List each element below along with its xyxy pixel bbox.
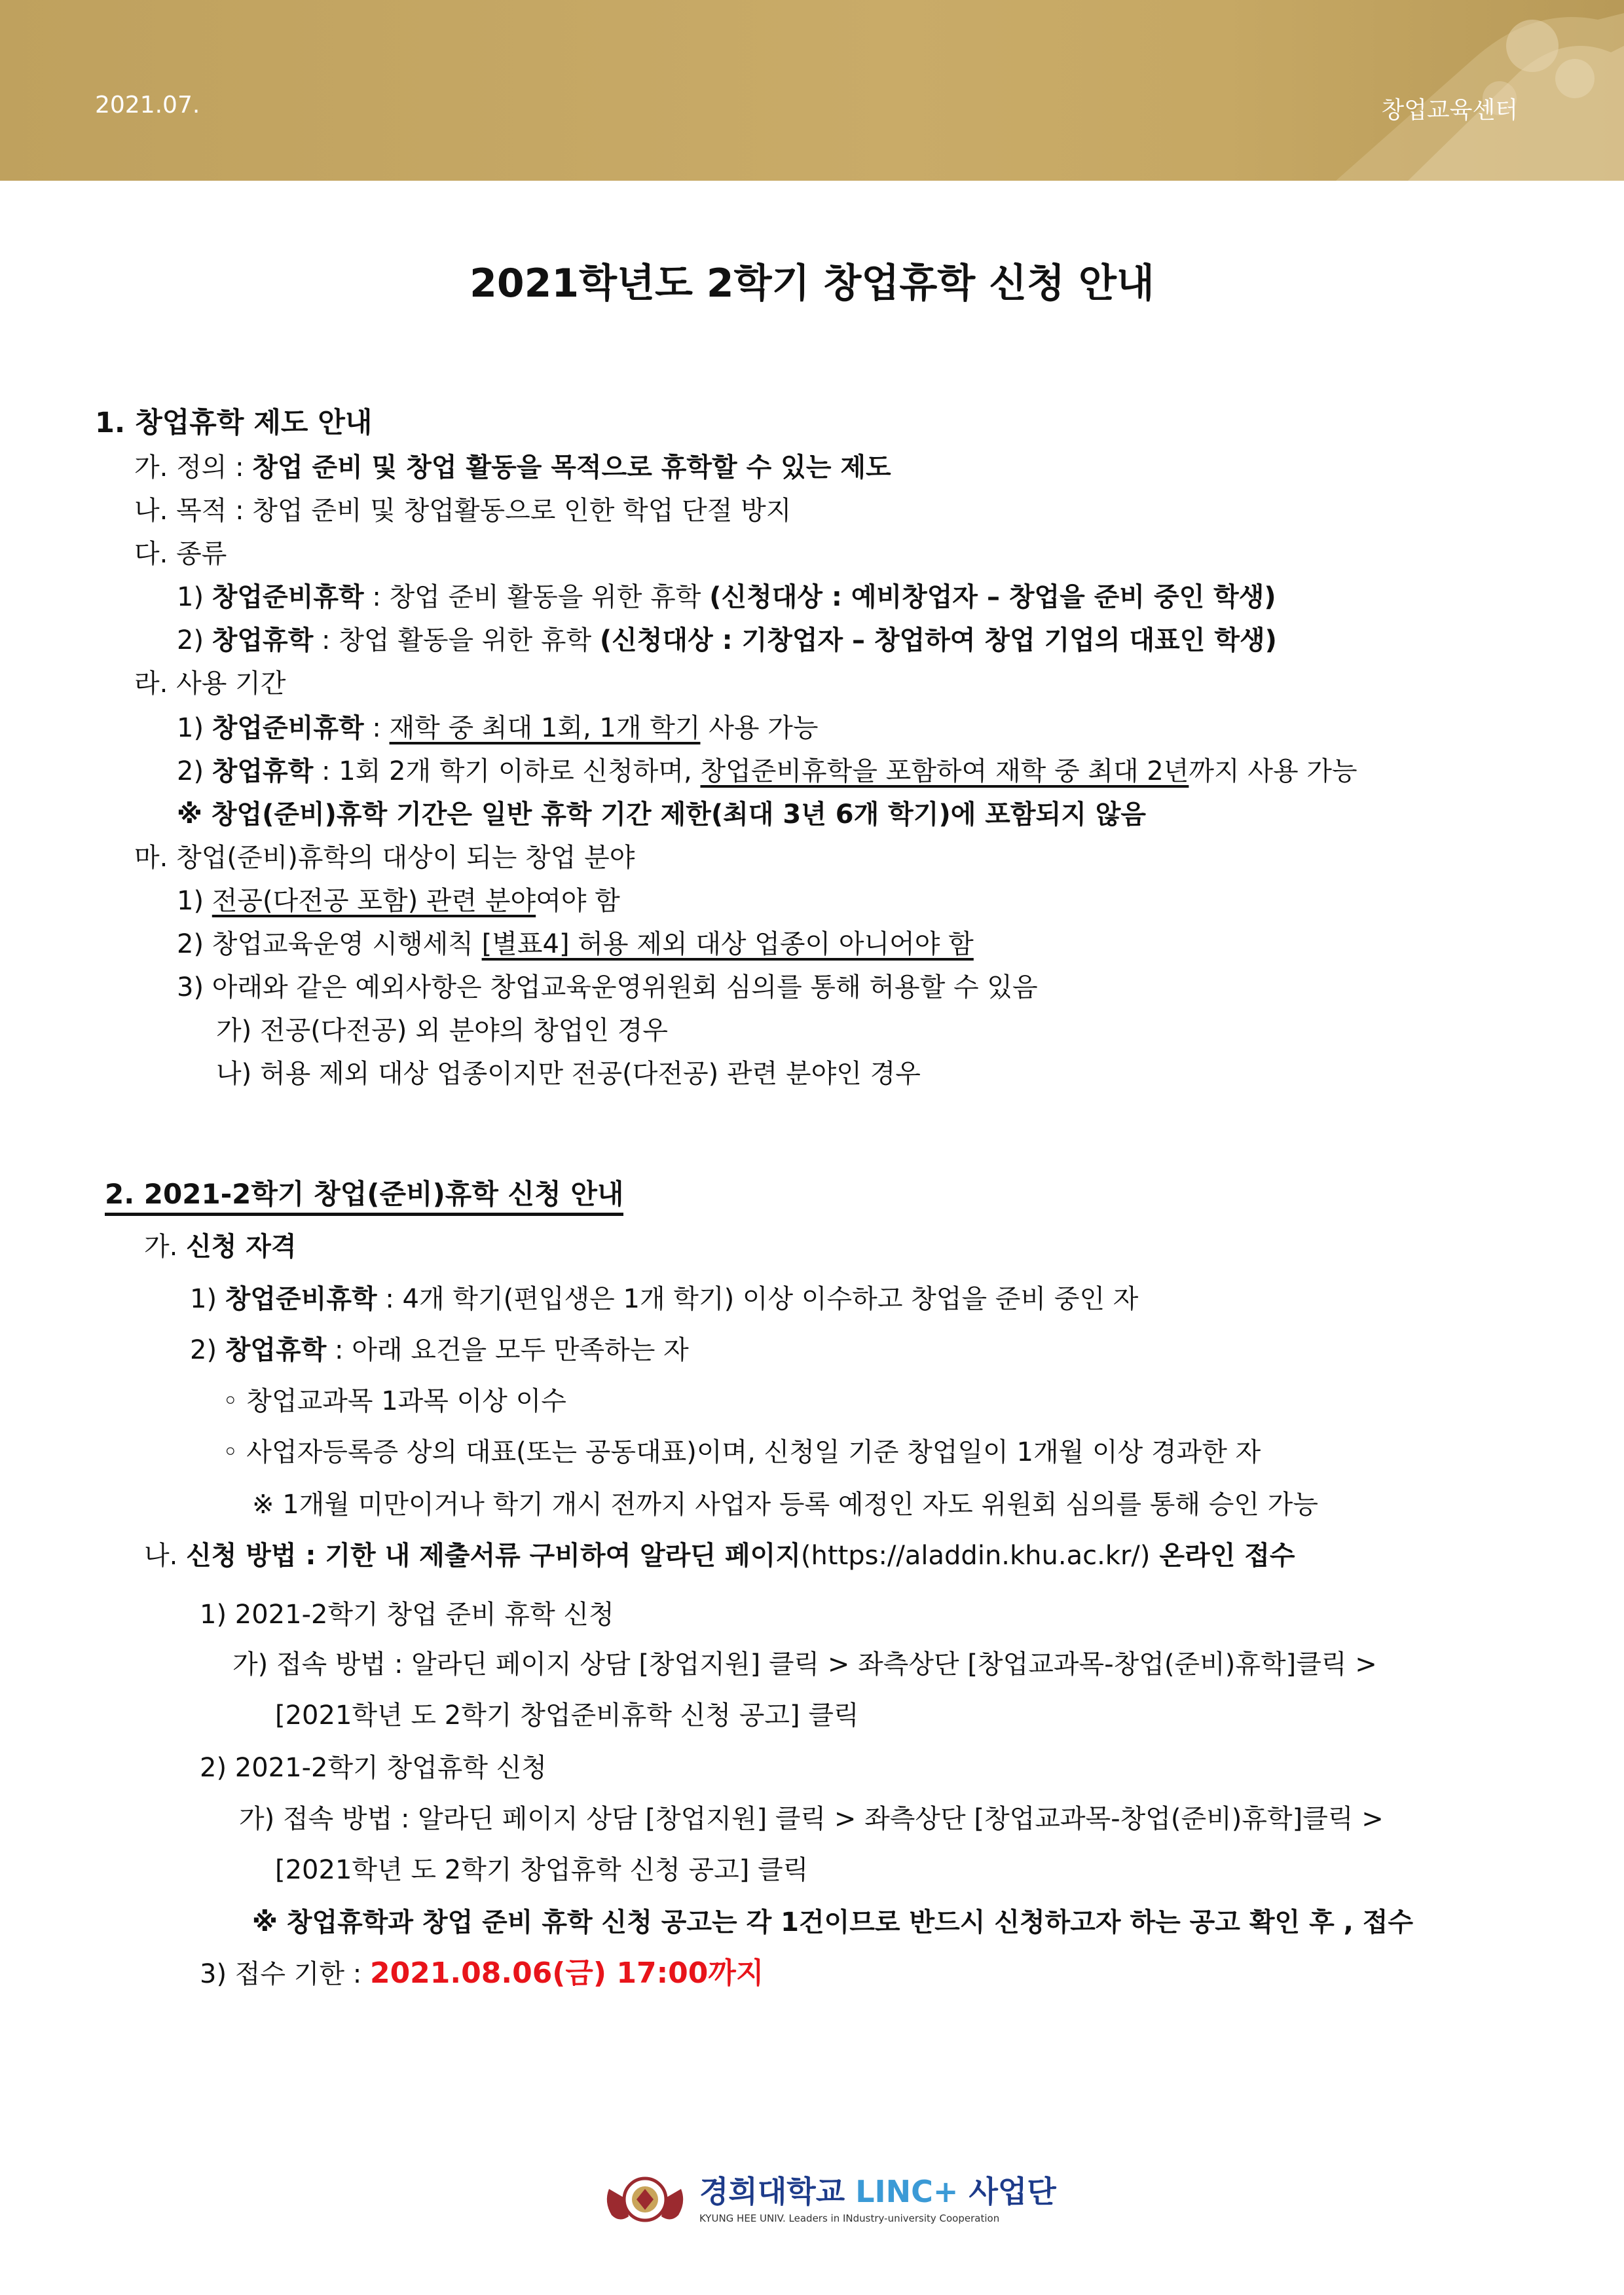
item-target: (신청대상 : 기창업자 – 창업하여 창업 기업의 대표인 학생) bbox=[599, 625, 1277, 655]
s1-types-heading: 다. 종류 bbox=[134, 539, 227, 569]
s1-period-2 bbox=[177, 756, 1357, 787]
s2-eligibility-1 bbox=[190, 1283, 1138, 1315]
item-underlined: [별표4] 허용 제외 대상 업종이 아니어야 함 bbox=[481, 929, 974, 959]
s2-eligibility-heading bbox=[144, 1231, 297, 1262]
header-date: 2021.07. bbox=[95, 92, 200, 119]
item-text: 사용 가능 bbox=[700, 713, 819, 743]
s2-requirement-note: ※ 1개월 미만이거나 학기 개시 전까지 사업자 등록 예정인 자도 위원회 심의를 통해 승인 가능 bbox=[252, 1490, 1319, 1520]
org-subtitle: KYUNG HEE UNIV. Leaders in INdustry-university Cooperation bbox=[699, 2212, 1000, 2224]
item-text: : 창업 활동을 위한 휴학 bbox=[313, 625, 600, 655]
item-term: 창업휴학 bbox=[225, 1335, 327, 1365]
deadline-label: 3) 접수 기한 : bbox=[200, 1959, 370, 1989]
s1-fields-heading: 마. 창업(준비)휴학의 대상이 되는 창업 분야 bbox=[134, 843, 635, 873]
decorative-pattern bbox=[1257, 0, 1624, 181]
org-name bbox=[699, 2168, 1056, 2211]
item-number: 2) bbox=[190, 1335, 225, 1365]
s1-period-1 bbox=[177, 712, 818, 744]
item-text: 까지 사용 가능 bbox=[1189, 756, 1357, 786]
footer-logo bbox=[602, 2164, 1056, 2236]
item-term: 창업휴학 bbox=[212, 625, 314, 655]
s1-field-1 bbox=[177, 885, 620, 917]
s1-definition-label: 가. 정의 : bbox=[134, 452, 253, 483]
item-number: 1) bbox=[177, 886, 212, 916]
page-title: 2021학년도 2학기 창업휴학 신청 안내 bbox=[470, 261, 1154, 306]
item-text: 여야 함 bbox=[536, 886, 620, 916]
org-university: 경희대학교 bbox=[699, 2174, 856, 2209]
item-term: 신청 방법 : 기한 내 제출서류 구비하여 알라딘 페이지 bbox=[186, 1541, 801, 1571]
item-separator: : bbox=[363, 713, 390, 743]
item-term: 신청 자격 bbox=[186, 1232, 297, 1262]
s2-method-1-notice: [2021학년 도 2학기 창업준비휴학 신청 공고] 클릭 bbox=[275, 1700, 859, 1731]
s2-method bbox=[144, 1540, 1295, 1571]
s2-requirement-2: ◦ 사업자등록증 상의 대표(또는 공동대표)이며, 신청일 기준 창업일이 1개월 이상 경과한 자 bbox=[223, 1437, 1261, 1467]
s1-type-1 bbox=[177, 581, 1276, 613]
linc-logo-text: LINC+ bbox=[855, 2174, 959, 2209]
s1-period-note: ※ 창업(준비)휴학 기간은 일반 휴학 기간 제한(최대 3년 6개 학기)에 포함되지 않음 bbox=[177, 799, 1147, 830]
s2-deadline bbox=[200, 1958, 764, 1990]
item-number: 1) bbox=[190, 1284, 225, 1314]
s1-field-3a: 가) 전공(다전공) 외 분야의 창업인 경우 bbox=[216, 1016, 668, 1046]
university-seal-icon bbox=[602, 2169, 688, 2226]
item-underlined: 창업준비휴학을 포함하여 재학 중 최대 2년 bbox=[700, 756, 1189, 786]
item-term: 창업준비휴학 bbox=[212, 582, 364, 612]
item-term: 창업준비휴학 bbox=[212, 713, 364, 743]
s1-field-3b: 나) 허용 제외 대상 업종이지만 전공(다전공) 관련 분야인 경우 bbox=[216, 1059, 921, 1089]
item-term: 창업휴학 bbox=[212, 756, 314, 786]
item-text: : 1회 2개 학기 이하로 신청하며, bbox=[313, 756, 701, 786]
s2-method-2: 2) 2021-2학기 창업휴학 신청 bbox=[200, 1753, 547, 1783]
s1-field-2 bbox=[177, 928, 974, 960]
item-number: 2) bbox=[177, 756, 212, 786]
item-term: 창업준비휴학 bbox=[225, 1284, 377, 1314]
header-center-name: 창업교육센터 bbox=[1381, 97, 1518, 124]
org-unit: 사업단 bbox=[958, 2174, 1056, 2209]
item-text: 2) 창업교육운영 시행세칙 bbox=[177, 929, 482, 959]
s2-eligibility-2 bbox=[190, 1334, 689, 1366]
item-underlined: 재학 중 최대 1회, 1개 학기 bbox=[389, 713, 701, 743]
s2-method-2-access: 가) 접속 방법 : 알라딘 페이지 상담 [창업지원] 클릭 > 좌측상단 [창업교과목-창업(준비)휴학]클릭 > bbox=[239, 1804, 1384, 1834]
section-2-heading: 2. 2021-2학기 창업(준비)휴학 신청 안내 bbox=[105, 1179, 623, 1216]
item-number: 1) bbox=[177, 582, 212, 612]
item-text: : 창업 준비 활동을 위한 휴학 bbox=[363, 582, 710, 612]
item-label: 나. bbox=[144, 1541, 187, 1571]
item-term: 온라인 접수 bbox=[1150, 1541, 1295, 1571]
s1-type-2 bbox=[177, 625, 1277, 656]
s2-method-note: ※ 창업휴학과 창업 준비 휴학 신청 공고는 각 1건이므로 반드시 신청하고자 하는 공고 확인 후 , 접수 bbox=[252, 1907, 1414, 1937]
s1-field-3: 3) 아래와 같은 예외사항은 창업교육운영위원회 심의를 통해 허용할 수 있음 bbox=[177, 972, 1038, 1002]
s2-requirement-1: ◦ 창업교과목 1과목 이상 이수 bbox=[223, 1386, 566, 1416]
s2-method-1: 1) 2021-2학기 창업 준비 휴학 신청 bbox=[200, 1600, 614, 1630]
item-text: : 4개 학기(편입생은 1개 학기) 이상 이수하고 창업을 준비 중인 자 bbox=[377, 1284, 1139, 1314]
s1-definition bbox=[134, 452, 891, 483]
section-1-heading: 1. 창업휴학 제도 안내 bbox=[95, 407, 373, 439]
s1-period-heading: 라. 사용 기간 bbox=[134, 669, 286, 699]
s2-method-2-notice: [2021학년 도 2학기 창업휴학 신청 공고] 클릭 bbox=[275, 1855, 809, 1885]
s2-method-1-access: 가) 접속 방법 : 알라딘 페이지 상담 [창업지원] 클릭 > 좌측상단 [창업교과목-창업(준비)휴학]클릭 > bbox=[232, 1649, 1377, 1680]
item-number: 2) bbox=[177, 625, 212, 655]
aladdin-url[interactable]: (https://aladdin.khu.ac.kr/) bbox=[800, 1541, 1151, 1571]
header-band bbox=[0, 0, 1624, 181]
s1-definition-text: 창업 준비 및 창업 활동을 목적으로 휴학할 수 있는 제도 bbox=[252, 452, 891, 483]
item-text: : 아래 요건을 모두 만족하는 자 bbox=[326, 1335, 689, 1365]
item-number: 1) bbox=[177, 713, 212, 743]
item-target: (신청대상 : 예비창업자 – 창업을 준비 중인 학생) bbox=[709, 582, 1276, 612]
deadline-value: 2021.08.06(금) 17:00까지 bbox=[369, 1956, 764, 1990]
s1-purpose: 나. 목적 : 창업 준비 및 창업활동으로 인한 학업 단절 방지 bbox=[134, 496, 792, 526]
item-label: 가. bbox=[144, 1232, 187, 1262]
item-underlined: 전공(다전공 포함) 관련 분야 bbox=[212, 886, 536, 916]
